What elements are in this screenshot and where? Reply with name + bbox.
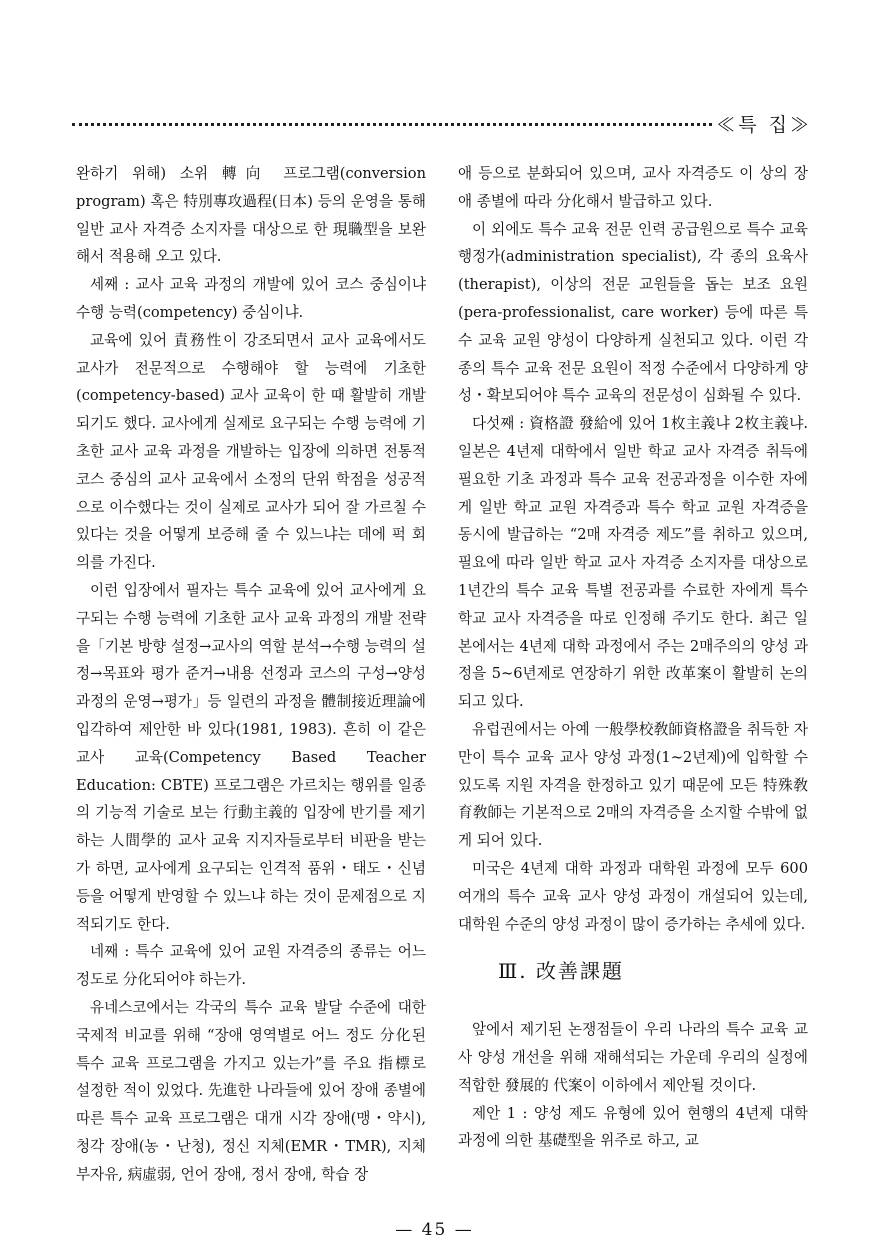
right-column-lower bbox=[458, 1016, 808, 1155]
header-dotted-rule bbox=[72, 123, 712, 126]
section-label: ≪특 집≫ bbox=[712, 110, 812, 137]
paragraph: 앞에서 제기된 논쟁점들이 우리 나라의 특수 교육 교사 양성 개선을 위해 재해석되는 가운데 우리의 실정에 적합한 發展的 代案이 이하에서 제안될 것이다. bbox=[458, 1021, 808, 1094]
paragraph: 유럽권에서는 아예 一般學校敎師資格證을 취득한 자만이 특수 교육 교사 양성 과정(1~2년제)에 입학할 수 있도록 지원 자격을 한정하고 있기 때문에 모든 特殊敎育敎師는 기본적으로 2매의 자격증을 소지할 수밖에 없게 되어 있다. bbox=[458, 720, 808, 850]
paragraph: 다섯째 : 資格證 發給에 있어 1枚主義냐 2枚主義냐. 일본은 4년제 대학에서 일반 학교 교사 자격증 취득에 필요한 기초 과정과 특수 교육 전공과정을 이수한 자에게 일반 학교 교원 자격증과 특수 학교 교원 자격증을 동시에 발급하는 “2매 자격증 제도”를 취하고 있으며, 필요에 따라 일반 학교 교사 자격증 소지자를 대상으로 1년간의 특수 교육 특별 전공과를 수료한 자에게 특수 학교 교사 자격증을 따로 인정해 주기도 한다. 최근 일본에서는 4년제 대학 과정에서 주는 2매주의의 양성 과정을 5~6년제로 연장하기 위한 改革案이 활발히 논의되고 있다. bbox=[458, 415, 808, 711]
section-heading: Ⅲ. 改善課題 bbox=[498, 959, 625, 984]
paragraph: 미국은 4년제 대학 과정과 대학원 과정에 모두 600여개의 특수 교육 교사 양성 과정이 개설되어 있는데, 대학원 수준의 양성 과정이 많이 증가하는 추세에 있다. bbox=[458, 859, 808, 933]
paragraph: 제안 1 : 양성 제도 유형에 있어 현행의 4년제 대학 과정에 의한 基礎型을 위주로 하고, 교 bbox=[458, 1104, 808, 1150]
paragraph: 이런 입장에서 필자는 특수 교육에 있어 교사에게 요구되는 수행 능력에 기초한 교사 교육 과정의 개발 전략을「기본 방향 설정→교사의 역할 분석→수행 능력의 설정→목표와 평가 준거→내용 선정과 코스의 구성→양성 과정의 운영→평가」등 일련의 과정을 體制接近理論에 입각하여 제안한 바 있다(1981, 1983). 흔히 이 같은 교사 교육(Competency Based Teacher Education: CBTE) 프로그램은 가르치는 행위를 일종의 기능적 기술로 보는 行動主義的 입장에 반기를 제기하는 人間學的 교사 교육 지지자들로부터 비판을 받는가 하면, 교사에게 요구되는 인격적 품위・태도・신념 등을 어떻게 반영할 수 있느냐 하는 것이 문제점으로 지적되기도 한다. bbox=[76, 581, 426, 933]
paragraph: 완하기 위해) 소위 轉向 프로그램(conversion program) 혹은 特別專攻過程(日本) 등의 운영을 통해 일반 교사 자격증 소지자를 대상으로 한 現職型을 보완해서 적용해 오고 있다. bbox=[76, 165, 426, 266]
left-column bbox=[76, 160, 426, 1188]
paragraph: 교육에 있어 責務性이 강조되면서 교사 교육에서도 교사가 전문적으로 수행해야 할 능력에 기초한(competency-based) 교사 교육이 한 때 활발히 개발되기도 했다. 교사에게 실제로 요구되는 수행 능력에 기초한 교사 교육 과정을 개발하는 입장에 의하면 전통적 코스 중심의 교사 교육에서 소정의 단위 학점을 성공적으로 이수했다는 것이 실제로 교사가 되어 잘 가르칠 수 있다는 것을 어떻게 보증해 줄 수 있느냐는 데에 퍽 회의를 가진다. bbox=[76, 331, 426, 572]
paragraph: 세째 : 교사 교육 과정의 개발에 있어 코스 중심이냐 수행 능력(competency) 중심이냐. bbox=[76, 276, 426, 321]
page-header bbox=[72, 110, 812, 136]
paragraph: 네째 : 특수 교육에 있어 교원 자격증의 종류는 어느 정도로 分化되어야 하는가. bbox=[76, 943, 426, 989]
right-column bbox=[458, 160, 808, 1155]
page-number: — 45 — bbox=[395, 1220, 474, 1240]
paragraph: 애 등으로 분화되어 있으며, 교사 자격증도 이 상의 장애 종별에 따라 分化해서 발급하고 있다. bbox=[458, 165, 808, 210]
paragraph: 이 외에도 특수 교육 전문 인력 공급원으로 특수 교육 행정가(administration specialist), 각 종의 요육사(therapist), 이상의 전문 교원들을 돕는 보조 요원(pera-professionalist, care worker) 등에 따른 특수 교육 교원 양성이 다양하게 실천되고 있다. 이런 각종의 특수 교육 전문 요원이 적정 수준에서 다양하게 양성・확보되어야 특수 교육의 전문성이 심화될 수 있다. bbox=[458, 220, 808, 405]
right-column-upper bbox=[458, 160, 808, 938]
paragraph: 유네스코에서는 각국의 특수 교육 발달 수준에 대한 국제적 비교를 위해 “장애 영역별로 어느 정도 分化된 특수 교육 프로그램을 가지고 있는가”를 주요 指標로 설정한 적이 있었다. 先進한 나라들에 있어 장애 종별에 따른 특수 교육 프로그램은 대개 시각 장애(맹・약시), 청각 장애(농・난청), 정신 지체(EMR・TMR), 지체 부자유, 病虛弱, 언어 장애, 정서 장애, 학습 장 bbox=[76, 998, 426, 1183]
